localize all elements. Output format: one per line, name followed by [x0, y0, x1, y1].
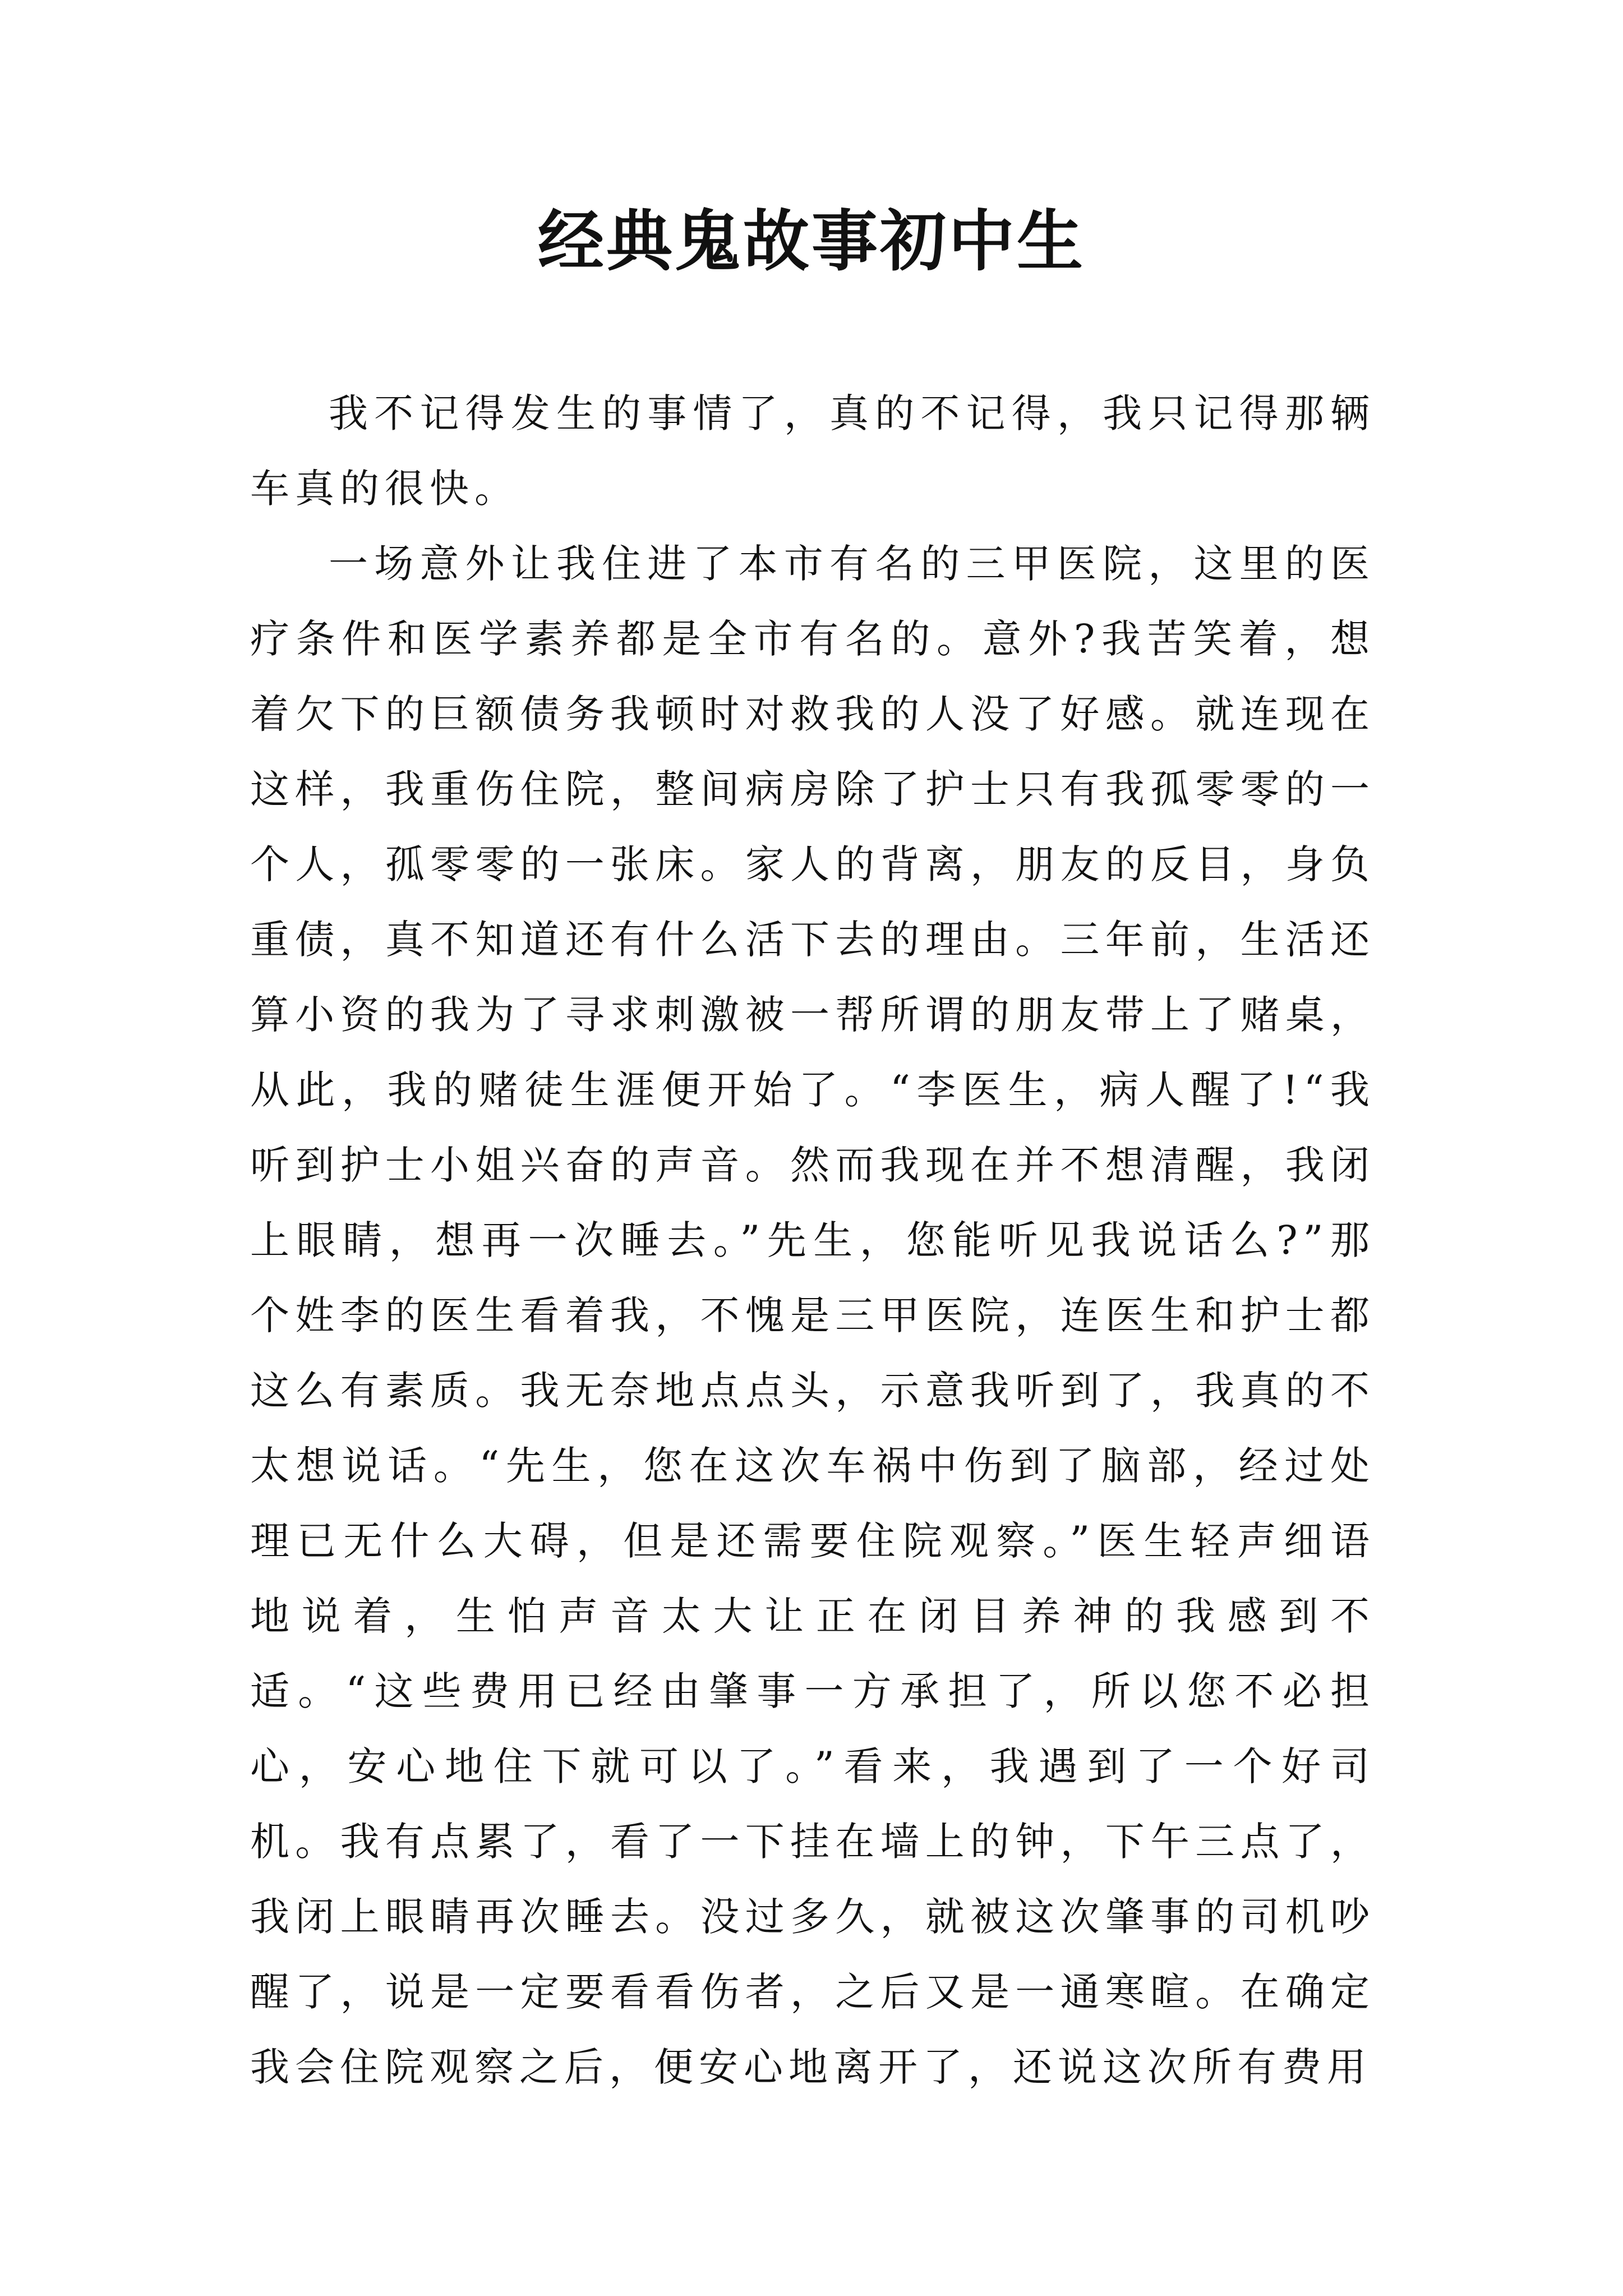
- paragraph: 一场意外让我住进了本市有名的三甲医院，这里的医疗条件和医学素养都是全市有名的。意外?我苦笑着，想着欠下的巨额债务我顿时对救我的人没了好感。就连现在这样，我重伤住院，整间病房除了护士只有我孤零零的一个人，孤零零的一张床。家人的背离，朋友的反目，身负重债，真不知道还有什么活下去的理由。三年前，生活还算小资的我为了寻求刺激被一帮所谓的朋友带上了赌桌，从此，我的赌徒生涯便开始了。“李医生，病人醒了!“我听到护士小姐兴奋的声音。然而我现在并不想清醒，我闭上眼睛，想再一次睡去。”先生，您能听见我说话么?”那个姓李的医生看着我，不愧是三甲医院，连医生和护士都这么有素质。我无奈地点点头，示意我听到了，我真的不太想说话。“先生，您在这次车祸中伤到了脑部，经过处理已无什么大碍，但是还需要住院观察。”医生轻声细语地说着，生怕声音太大让正在闭目养神的我感到不适。“这些费用已经由肇事一方承担了，所以您不必担心，安心地住下就可以了。”看来，我遇到了一个好司机。我有点累了，看了一下挂在墙上的钟，下午三点了，我闭上眼睛再次睡去。没过多久，就被这次肇事的司机吵醒了，说是一定要看看伤者，之后又是一通寒暄。在确定我会住院观察之后，便安心地离开了，还说这次所有费用: [250, 541, 1375, 2090]
- paragraph: 我不记得发生的事情了，真的不记得，我只记得那辆车真的很快。: [250, 390, 1375, 512]
- document-title: 经典鬼故事初中生: [537, 202, 1085, 280]
- document-body: [250, 376, 1375, 2105]
